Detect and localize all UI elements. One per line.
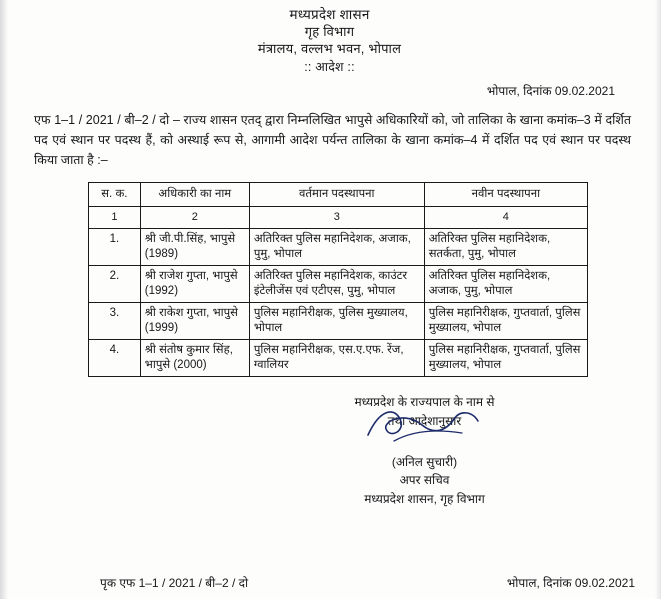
header-place-date: भोपाल, दिनांक 09.02.2021 (486, 84, 615, 98)
signature-authority-line-2: तथा आदेशानुसार (387, 414, 462, 428)
column-number-2: 2 (140, 207, 249, 229)
row-new-posting: अतिरिक्त पुलिस महानिदेशक, सतर्कता, पुमु, भोपाल (424, 229, 587, 266)
header-order-label: :: आदेश :: (304, 60, 355, 74)
column-header-officer-name: अधिकारी का नाम (140, 183, 249, 207)
column-header-current-posting: वर्तमान पदस्थापना (249, 183, 424, 207)
signature-block (22, 393, 637, 509)
signatory-department: मध्यप्रदेश शासन, गृह विभाग (364, 492, 485, 506)
signatory-designation: अपर सचिव (399, 473, 450, 487)
table-row (89, 266, 588, 303)
table-row (89, 229, 588, 266)
posting-table-body (89, 229, 588, 377)
row-serial: 3. (89, 303, 141, 340)
row-officer-name: श्री संतोष कुमार सिंह, भापुसे (2000) (140, 340, 249, 377)
table-header-row (89, 183, 588, 207)
document-header (22, 6, 637, 76)
row-serial: 2. (89, 266, 141, 303)
row-serial: 1. (89, 229, 141, 266)
row-officer-name: श्री राकेश गुप्ता, भापुसे (1999) (140, 303, 249, 340)
column-number-3: 3 (249, 207, 424, 229)
table-row (89, 303, 588, 340)
order-paragraph-text: एफ 1–1 / 2021 / बी–2 / दो – राज्य शासन एतद् द्वारा निम्नलिखित भापुसे अधिकारियों को, जो तालिका के खाना कमांक–3 में दर्शित पद एवं स्थान पर पदस्थ हैं, को अस्थाई रूप से, आगामी आदेश पर्यन्त तालिका के खाना कमांक–4 में दर्शित पद एवं स्थान पर पदस्थ किया जाता है :– (34, 113, 631, 167)
row-current-posting: अतिरिक्त पुलिस महानिदेशक, काउंटर इंटेलीजेंस एवं एटीएस, पुमु, भोपाल (249, 266, 424, 303)
document-footer (0, 574, 661, 591)
row-serial: 4. (89, 340, 141, 377)
signature-authority-line-1: मध्यप्रदेश के राज्यपाल के नाम से (354, 395, 495, 409)
posting-table (88, 182, 588, 377)
table-column-number-row (89, 207, 588, 229)
header-line-1: मध्यप्रदेश शासन (289, 7, 370, 22)
column-number-1: 1 (89, 207, 141, 229)
signatory-name: (अनिल सुचारी) (391, 455, 458, 469)
order-paragraph (22, 110, 637, 170)
row-officer-name: श्री राजेश गुप्ता, भापुसे (1992) (140, 266, 249, 303)
footer-place-date: भोपाल, दिनांक 09.02.2021 (506, 576, 635, 590)
footer-reference: पृक एफ 1–1 / 2021 / बी–2 / दो (100, 576, 249, 590)
column-number-4: 4 (424, 207, 587, 229)
table-row (89, 340, 588, 377)
row-new-posting: अतिरिक्त पुलिस महानिदेशक, अजाक, पुमु, भोपाल (424, 266, 587, 303)
row-current-posting: अतिरिक्त पुलिस महानिदेशक, अजाक, पुमु, भोपाल (249, 229, 424, 266)
header-line-2: गृह विभाग (304, 24, 355, 39)
column-header-new-posting: नवीन पदस्थापना (424, 183, 587, 207)
row-officer-name: श्री जी.पी.सिंह, भापुसे (1989) (140, 229, 249, 266)
row-new-posting: पुलिस महानिरीक्षक, गुप्तवार्ता, पुलिस मुख्यालय, भोपाल (424, 340, 587, 377)
column-header-serial: स. क. (89, 183, 141, 207)
row-new-posting: पुलिस महानिरीक्षक, गुप्तवार्ता, पुलिस मुख्यालय, भोपाल (424, 303, 587, 340)
row-current-posting: पुलिस महानिरीक्षक, एस.ए.एफ. रेंज, ग्वालियर (249, 340, 424, 377)
row-current-posting: पुलिस महानिरीक्षक, पुलिस मुख्यालय, भोपाल (249, 303, 424, 340)
posting-table-head (89, 183, 588, 229)
header-line-3: मंत्रालय, वल्लभ भवन, भोपाल (257, 41, 402, 56)
